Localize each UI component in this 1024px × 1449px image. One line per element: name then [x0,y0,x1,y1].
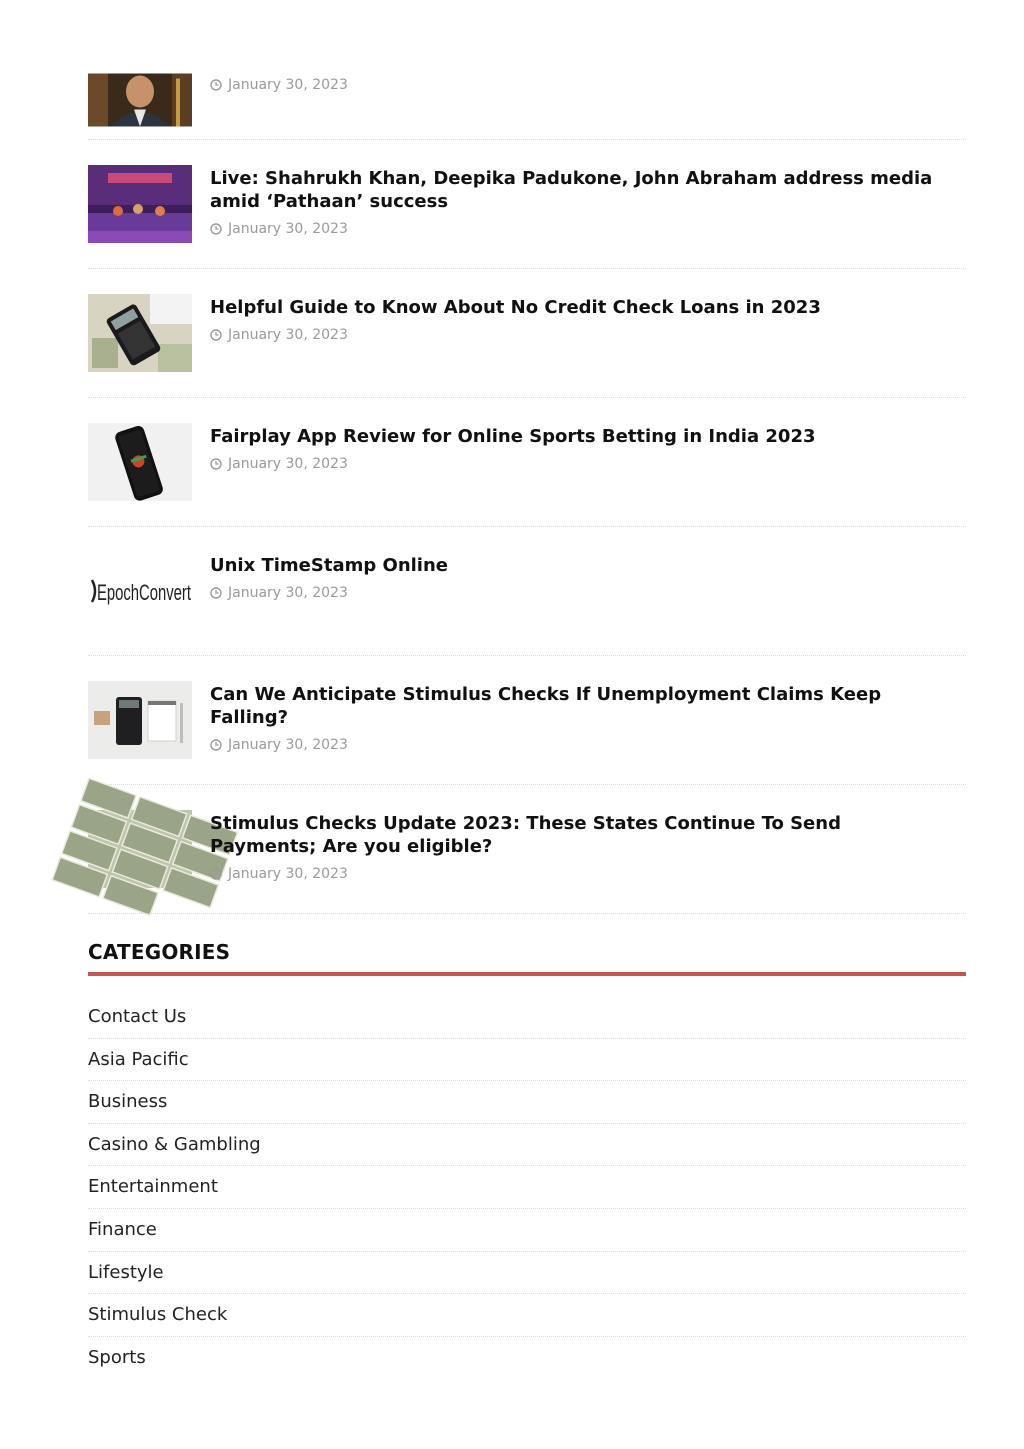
post-title-link[interactable]: Can We Anticipate Stimulus Checks If Unemployment Claims Keep Falling? [210,684,882,728]
post-date-text: January 30, 2023 [228,585,348,601]
category-link[interactable]: Casino & Gambling [88,1124,966,1167]
post-date-text: January 30, 2023 [228,77,348,93]
post-date [210,737,946,753]
divider [88,139,966,140]
calculator-money-photo-icon [88,294,192,372]
portrait-man-photo-icon [88,61,192,139]
post-date-text: January 30, 2023 [228,221,348,237]
post-title-link[interactable]: Helpful Guide to Know About No Credit Check Loans in 2023 [210,297,821,318]
category-link[interactable]: Finance [88,1209,966,1252]
post-date-text: January 30, 2023 [228,866,348,882]
post-thumbnail[interactable] [88,552,192,630]
dollar-bills-photo-icon [88,810,192,888]
post-thumbnail[interactable] [88,61,192,114]
post-date-text: January 30, 2023 [228,737,348,753]
post-date-text: January 30, 2023 [228,327,348,343]
clock-icon [210,223,222,235]
post-date [210,866,946,882]
calculator-notepad-photo-icon [88,681,192,759]
categories-heading: CATEGORIES [88,940,231,964]
post-date-text: January 30, 2023 [228,456,348,472]
clock-icon [210,79,222,91]
category-link[interactable]: Asia Pacific [88,1039,966,1082]
epochconvert-logo-text: EpochConvert [97,580,191,605]
category-link[interactable]: Stimulus Check [88,1294,966,1337]
post-title-link[interactable]: Live: Shahrukh Khan, Deepika Padukone, John Abraham address media amid ‘Pathaan’ success [210,168,933,212]
post-title-link[interactable]: Fairplay App Review for Online Sports Betting in India 2023 [210,426,816,447]
category-link[interactable]: Entertainment [88,1166,966,1209]
post-thumbnail[interactable] [88,681,192,759]
category-link[interactable]: Contact Us [88,996,966,1039]
pathaan-event-stage-photo-icon [88,165,192,243]
post-date [210,456,946,472]
divider [88,655,966,656]
category-link[interactable]: Lifestyle [88,1252,966,1295]
post-date [210,77,946,93]
post-title-link[interactable]: Stimulus Checks Update 2023: These States Continue To Send Payments; Are you eligible? [210,813,841,857]
clock-icon [210,587,222,599]
clock-icon [210,868,222,880]
divider [88,784,966,785]
divider [88,913,966,914]
category-link[interactable]: Sports [88,1346,146,1368]
heading-accent-bar [88,972,966,976]
post-thumbnail[interactable] [88,165,192,243]
post-date [210,221,946,237]
fairplay-phone-photo-icon [88,423,192,501]
post-thumbnail[interactable] [88,423,192,501]
divider [88,397,966,398]
clock-icon [210,329,222,341]
post-title-link[interactable]: Unix TimeStamp Online [210,555,448,576]
divider [88,268,966,269]
post-date [210,327,946,343]
epochconvert-logo-icon [88,552,192,630]
categories-list [88,996,966,1379]
categories-widget-header [88,940,966,964]
clock-icon [210,458,222,470]
clock-icon [210,739,222,751]
category-link[interactable]: Business [88,1081,966,1124]
post-thumbnail[interactable] [88,810,192,888]
divider [88,526,966,527]
post-thumbnail[interactable] [88,294,192,372]
post-date [210,585,946,601]
